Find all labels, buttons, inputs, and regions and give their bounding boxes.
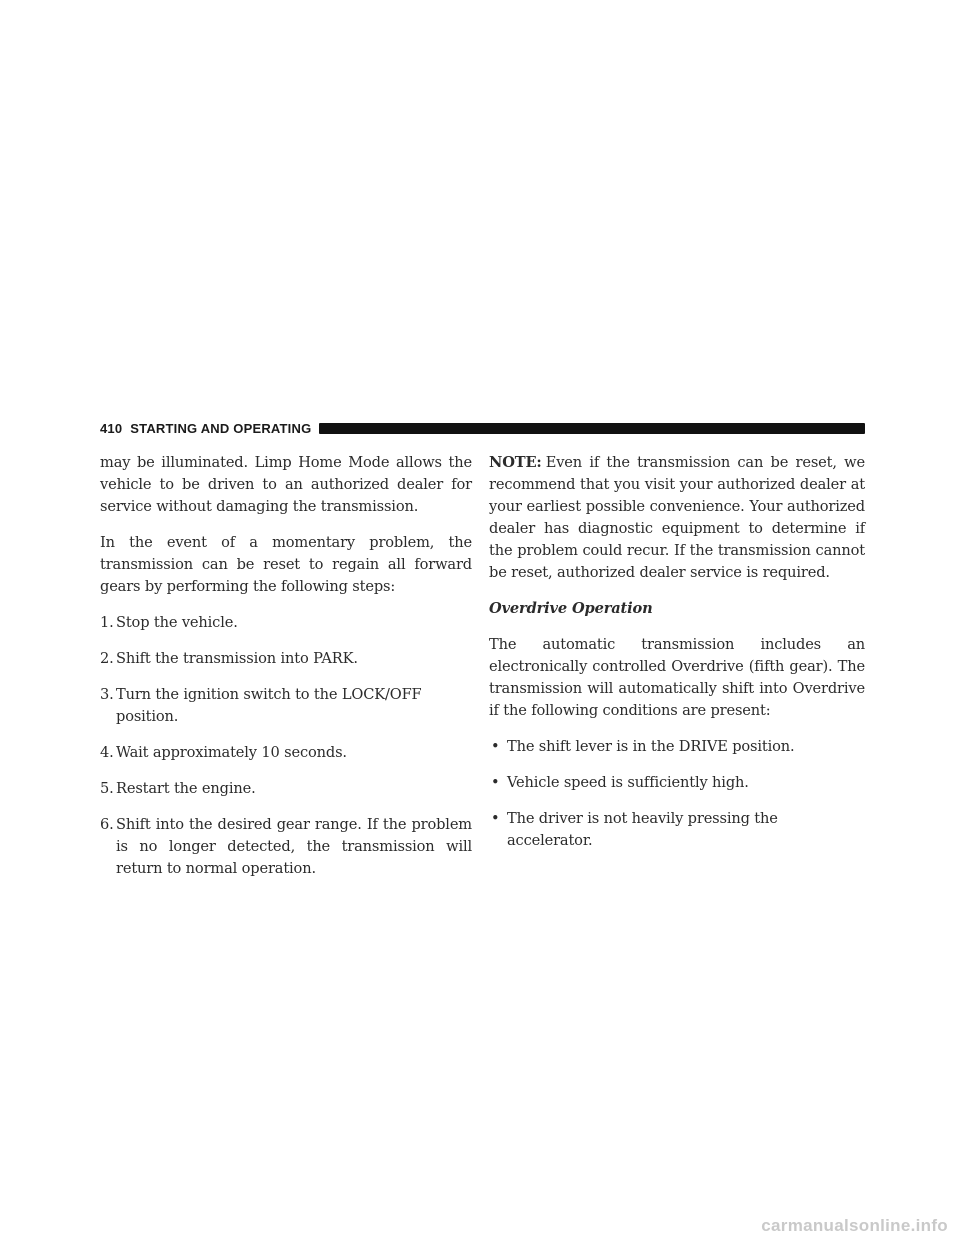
step-text: Shift into the desired gear range. If the problem is no longer detected, the transmission will return to normal operation. — [116, 816, 472, 877]
left-column — [100, 452, 472, 894]
step-number: 5. — [100, 780, 114, 797]
step-text: Turn the ignition switch to the LOCK/OFF position. — [116, 686, 422, 725]
step-number: 4. — [100, 744, 114, 761]
bullet-item — [489, 736, 865, 758]
bullet-icon: • — [491, 810, 500, 827]
step-item — [100, 612, 472, 634]
bullet-icon: • — [491, 774, 500, 791]
bullet-text: The driver is not heavily pressing the accelerator. — [507, 810, 778, 849]
bullet-icon: • — [491, 738, 500, 755]
paragraph-overdrive: The automatic transmission includes an electronically controlled Overdrive (fifth gear). The transmission will automatically shift into Overdrive if the following conditions are present: — [489, 636, 865, 719]
watermark-text: carmanualsonline.info — [761, 1216, 948, 1235]
bullet-text: Vehicle speed is sufficiently high. — [507, 774, 749, 791]
section-title: STARTING AND OPERATING — [130, 420, 312, 436]
page-header — [100, 420, 865, 436]
step-number: 6. — [100, 816, 114, 833]
note-paragraph — [489, 452, 865, 584]
bullet-text: The shift lever is in the DRIVE position. — [507, 738, 795, 755]
page-number: 410 — [100, 420, 123, 436]
header-rule — [319, 423, 865, 434]
paragraph-limp-home: may be illuminated. Limp Home Mode allows the vehicle to be driven to an authorized dealer for service without damaging the transmission. — [100, 454, 472, 515]
paragraph-reset-intro: In the event of a momentary problem, the transmission can be reset to regain all forward gears by performing the following steps: — [100, 534, 472, 595]
step-number: 1. — [100, 614, 114, 631]
subheading-overdrive: Overdrive Operation — [489, 600, 653, 617]
note-label: NOTE: — [489, 454, 542, 471]
step-text: Stop the vehicle. — [116, 614, 238, 631]
step-text: Shift the transmission into PARK. — [116, 650, 358, 667]
step-item — [100, 648, 472, 670]
step-number: 2. — [100, 650, 114, 667]
step-number: 3. — [100, 686, 114, 703]
step-item — [100, 814, 472, 880]
right-column — [489, 452, 865, 866]
step-item — [100, 778, 472, 800]
step-item — [100, 742, 472, 764]
bullet-item — [489, 772, 865, 794]
note-text: Even if the transmission can be reset, we recommend that you visit your authorized dealer at your earliest possible convenience. Your authorized dealer has diagnostic equipment to determine if the problem could recur. If the transmission cannot be reset, authorized dealer service is required. — [489, 454, 865, 581]
bullet-item — [489, 808, 865, 852]
step-text: Restart the engine. — [116, 780, 256, 797]
step-text: Wait approximately 10 seconds. — [116, 744, 347, 761]
step-item — [100, 684, 472, 728]
